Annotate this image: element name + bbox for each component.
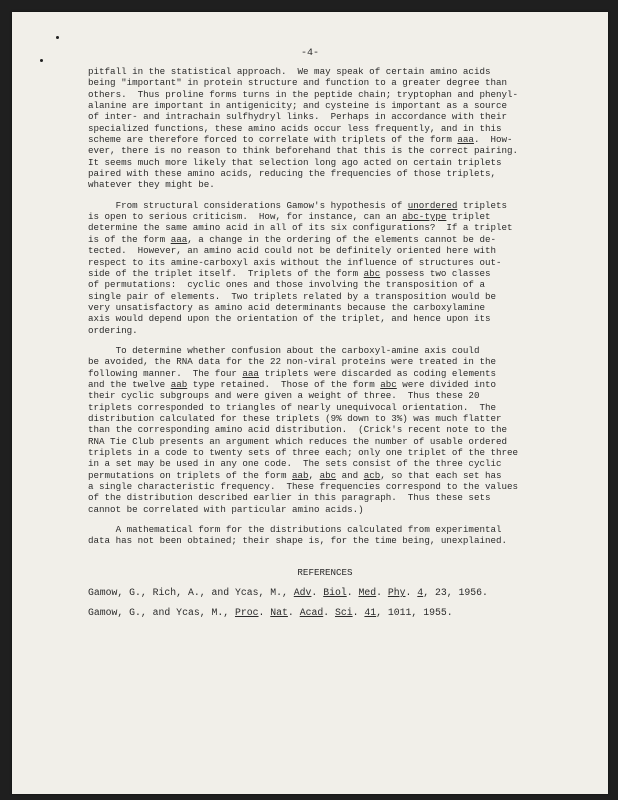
text-line: pitfall in the statistical approach. We may speak of certain amino acids bbox=[88, 66, 491, 77]
text-line: following manner. The four aaa triplets were discarded as coding elements bbox=[88, 367, 497, 379]
text-line: permutations on triplets of the form aab, abc and acb, so that each set has bbox=[88, 469, 502, 481]
text-line: cannot be correlated with particular amino acids.) bbox=[88, 503, 364, 515]
spacer bbox=[88, 578, 562, 587]
spacer bbox=[88, 598, 562, 607]
text-line: being "important" in protein structure and function to a greater degree than bbox=[88, 77, 508, 89]
body-text bbox=[88, 66, 562, 619]
references-heading: REFERENCES bbox=[297, 566, 353, 578]
text-line: a single characteristic frequency. These frequencies correspond to the values bbox=[88, 481, 519, 493]
text-line: axis would depend upon the orientation of the triplet, and hence upon its bbox=[88, 313, 491, 325]
text-line: and the twelve aab type retained. Those of the form abc were divided into bbox=[88, 378, 497, 390]
paragraphs bbox=[88, 66, 562, 547]
text-line: of permutations: cyclic ones and those involving the transposition of a bbox=[88, 279, 485, 291]
ink-speck bbox=[56, 36, 59, 39]
text-line: is open to serious criticism. How, for instance, can an abc-type triplet bbox=[88, 211, 491, 223]
text-line: tected. However, an amino acid could not be definitely oriented here with bbox=[88, 245, 496, 257]
text-line: From structural considerations Gamow's hypothesis of unordered triplets bbox=[88, 199, 508, 211]
text-line: data has not been obtained; their shape is, for the time being, unexplained. bbox=[88, 535, 508, 547]
text-line: scheme are therefore forced to correlate with triplets of the form aaa. How- bbox=[88, 134, 513, 146]
text-line: of the distribution described earlier in this paragraph. Thus these sets bbox=[88, 492, 491, 504]
paragraph bbox=[88, 200, 562, 336]
ink-speck bbox=[40, 59, 43, 62]
text-line: ever, there is no reason to think beforehand that this is the correct pairing. bbox=[88, 145, 519, 157]
paragraph bbox=[88, 345, 562, 515]
spacer bbox=[88, 547, 562, 567]
text-line: be avoided, the RNA data for the 22 non-viral proteins were treated in the bbox=[88, 356, 496, 368]
text-line: To determine whether confusion about the carboxyl-amine axis could bbox=[88, 344, 480, 356]
spacer bbox=[88, 191, 562, 200]
text-line: whatever they might be. bbox=[88, 179, 215, 191]
paragraph bbox=[88, 66, 562, 191]
document-page bbox=[12, 12, 608, 794]
text-line: paired with these amino acids, reducing the frequencies of those triplets, bbox=[88, 168, 496, 180]
text-line: side of the triplet itself. Triplets of the form abc possess two classes bbox=[88, 267, 491, 279]
text-line: very unsatisfactory as amino acid determinants because the carboxylamine bbox=[88, 301, 485, 313]
text-line: respect to its amine-carboxyl axis without the influence of structures out- bbox=[88, 256, 502, 268]
text-line: in a set may be used in any one code. The sets consist of the three cyclic bbox=[88, 458, 502, 470]
page-number: -4- bbox=[300, 48, 319, 59]
spacer bbox=[88, 336, 562, 345]
paragraph bbox=[88, 524, 562, 547]
text-line: A mathematical form for the distributions calculated from experimental bbox=[88, 524, 502, 536]
text-line: determine the same amino acid in all of its six configurations? If a triplet bbox=[88, 222, 513, 234]
text-line: specialized functions, these amino acids occur less frequently, and in this bbox=[88, 122, 502, 134]
text-line: triplets in a code to twenty sets of three each; only one triplet of the three bbox=[88, 447, 519, 458]
reference-entry: Gamow, G., Rich, A., and Ycas, M., Adv. Biol. Med. Phy. 4, 23, 1956. bbox=[88, 587, 488, 599]
text-line: RNA Tie Club presents an argument which reduces the number of usable ordered bbox=[88, 435, 508, 447]
references-list bbox=[88, 587, 562, 619]
text-line: distribution calculated for these triplets (9% down to 3%) was much flatter bbox=[88, 412, 502, 424]
text-line: their cyclic subgroups and were given a weight of three. Thus these 20 bbox=[88, 390, 480, 402]
spacer bbox=[88, 515, 562, 524]
text-line: alanine are important in antigenicity; and cysteine is important as a source bbox=[88, 100, 508, 112]
text-line: It seems much more likely that selection long ago acted on certain triplets bbox=[88, 156, 502, 168]
text-line: is of the form aaa, a change in the ordering of the elements cannot be de- bbox=[88, 233, 497, 245]
text-line: triplets corresponded to triangles of nearly unequivocal orientation. The bbox=[88, 401, 496, 413]
text-line: than the corresponding amino acid distribution. (Crick's recent note to the bbox=[88, 424, 508, 436]
text-line: single pair of elements. Two triplets related by a transposition would be bbox=[88, 290, 496, 302]
text-line: of inter- and intrachain sulfhydryl links. Perhaps in accordance with their bbox=[88, 111, 508, 123]
reference-entry: Gamow, G., and Ycas, M., Proc. Nat. Acad. Sci. 41, 1011, 1955. bbox=[88, 607, 453, 619]
text-line: others. Thus proline forms turns in the peptide chain; tryptophan and phenyl- bbox=[88, 88, 519, 100]
text-line: ordering. bbox=[88, 324, 138, 336]
